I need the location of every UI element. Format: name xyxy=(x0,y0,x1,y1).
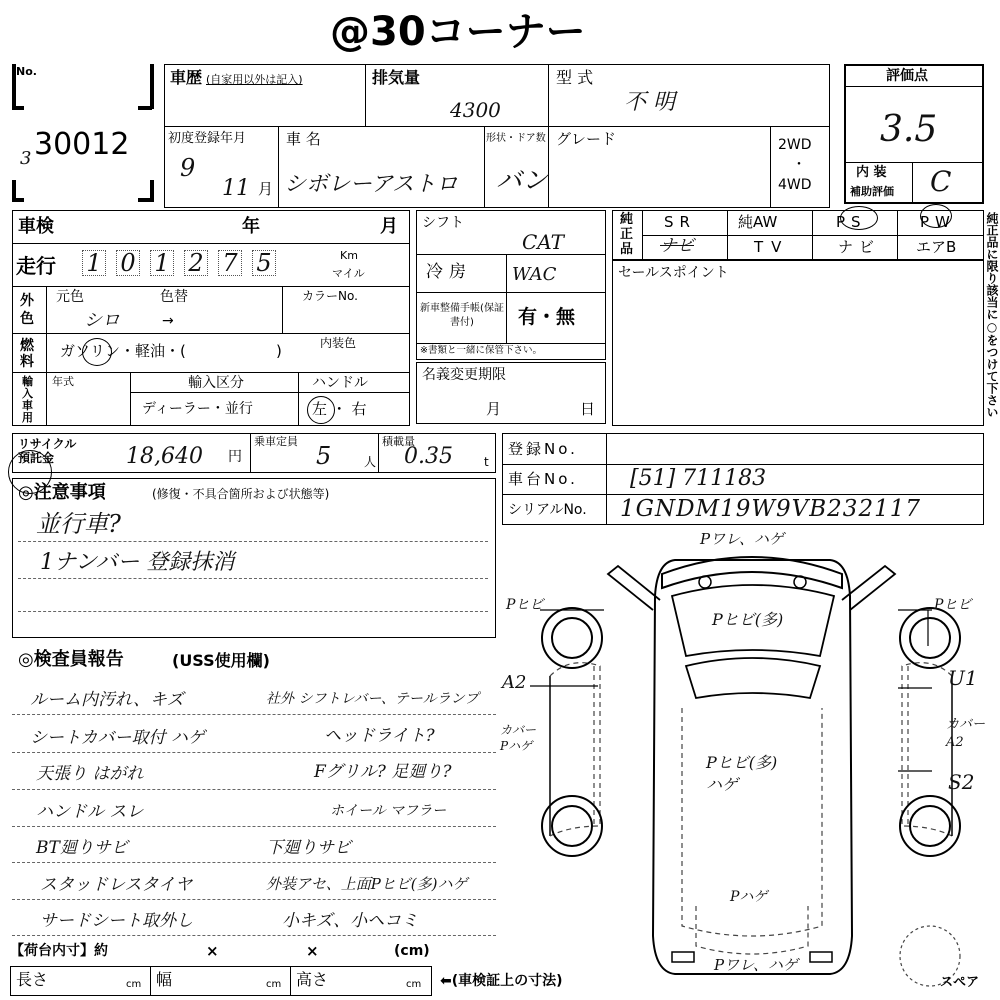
manual-value: 有・無 xyxy=(518,306,576,328)
first-reg-month: 11 xyxy=(222,176,250,201)
recycle-unit: 円 xyxy=(228,449,242,465)
shift-block xyxy=(416,210,606,360)
exterior-arrow: → xyxy=(162,313,174,329)
mileage-label: 走行 xyxy=(16,254,56,278)
diagram-front-note: Pヒビ(多) xyxy=(712,610,784,629)
name-change-label: 名義変更期限 xyxy=(422,367,506,383)
caution-note: (修復・不具合箇所および状態等) xyxy=(152,487,330,501)
option-ps: PS xyxy=(836,213,867,231)
body-type-value: バン xyxy=(496,166,549,196)
cargo-unit: (cm) xyxy=(394,943,430,959)
capacity-value: 5 xyxy=(316,442,332,470)
exterior-label: 外色 xyxy=(20,293,34,327)
option-aw: 純AW xyxy=(738,213,778,231)
drive-2wd: 2WD xyxy=(778,137,812,153)
diagram-right-top-note: Pヒビ xyxy=(934,597,972,613)
diagram-right-s2-note: S2 xyxy=(948,770,975,794)
first-reg-year: 9 xyxy=(180,154,196,182)
interior-label: 内 装 xyxy=(856,165,887,180)
handle-label: ハンドル xyxy=(312,375,368,391)
mileage-digit: 7 xyxy=(218,250,242,276)
option-pw-mark xyxy=(920,204,952,228)
fuel-close: ) xyxy=(276,342,282,360)
mileage-digit: 1 xyxy=(82,250,106,276)
mileage-unit-mile: マイル xyxy=(332,267,365,280)
diagram-center-note: Pヒビ(多) ハゲ xyxy=(706,753,778,794)
chassis-label: 車台No. xyxy=(508,470,578,488)
model-value: 不 明 xyxy=(624,90,675,115)
diagram-rear-note: Pハゲ xyxy=(730,889,768,905)
cargo-width-unit: cm xyxy=(266,979,282,990)
drive-dot: ・ xyxy=(792,157,806,173)
exterior-changed-label: 色替 xyxy=(160,289,188,305)
cargo-width: 幅 xyxy=(156,970,173,989)
diagram-left-top-note: Pヒビ xyxy=(506,597,544,613)
exterior-orig-label: 元色 xyxy=(56,289,84,305)
mileage-digit: 1 xyxy=(150,250,174,276)
fuel-label: 燃料 xyxy=(20,338,34,370)
reg-no-label: 登録No. xyxy=(508,440,578,458)
name-change-day: 日 xyxy=(580,400,596,418)
history-note: (自家用以外は記入) xyxy=(206,73,303,86)
mileage-unit-km: Km xyxy=(340,249,358,262)
fuel-circle xyxy=(82,338,112,366)
ac-label: 冷房 xyxy=(426,262,472,282)
mileage-digit: 2 xyxy=(184,250,208,276)
fuel-value: ガソリン・軽油・( xyxy=(60,342,186,360)
interior-sub: 補助評価 xyxy=(850,185,894,198)
model-label: 型 式 xyxy=(556,68,594,87)
inspector-left-5: BT廻りサビ xyxy=(36,838,128,858)
mileage-digit: 0 xyxy=(116,250,140,276)
inspector-right-4: ホイール マフラー xyxy=(330,803,447,819)
inspector-left-3: 天張り はがれ xyxy=(36,764,144,784)
cargo-height: 高さ xyxy=(296,970,329,989)
color-no-label: カラーNo. xyxy=(302,289,358,303)
mileage-digit: 5 xyxy=(252,250,276,276)
no-label: No. xyxy=(16,65,37,78)
inspector-note: (USS使用欄) xyxy=(172,651,270,670)
first-reg-label: 初度登録年月 xyxy=(168,131,247,146)
option-navi-handwritten: ナビ xyxy=(660,236,694,256)
cargo-label: 【荷台内寸】約 xyxy=(10,943,108,959)
sales-point-label: セールスポイント xyxy=(618,265,729,281)
serial-value: 1GNDM19W9VB232117 xyxy=(620,496,921,522)
inspector-right-7: 小キズ、小ヘコミ xyxy=(282,911,419,931)
car-name-value: シボレーアストロ xyxy=(284,172,459,197)
body-type-label: 形状・ドア数 xyxy=(486,133,546,144)
option-pw: PW xyxy=(920,213,956,231)
cargo-dimensions xyxy=(10,966,432,996)
capacity-label: 乗車定員 xyxy=(254,435,298,448)
first-reg-suffix: 月 xyxy=(258,180,274,198)
manual-label: 新車整備手帳(保証書付) xyxy=(420,303,504,328)
inspector-right-2: ヘッドライト? xyxy=(324,726,435,746)
load-unit: t xyxy=(484,455,489,469)
import-year-label: 年式 xyxy=(52,375,74,388)
diagram-spare-label: スペア xyxy=(940,975,980,990)
diagram-top-note: Pワレ、ハゲ xyxy=(700,530,784,548)
displacement-value: 4300 xyxy=(450,98,501,122)
caution-line-2: 1ナンバー 登録抹消 xyxy=(40,550,235,575)
import-type-value: ディーラー・並行 xyxy=(142,401,253,417)
import-type-label: 輸入区分 xyxy=(188,375,244,391)
inspector-left-4: ハンドル スレ xyxy=(36,802,144,822)
car-name-label: 車 名 xyxy=(286,130,321,148)
inspector-right-6: 外装アセ、上面Pヒビ(多)ハゲ xyxy=(266,875,468,893)
handle-left-circle xyxy=(307,396,335,424)
serial-label: シリアルNo. xyxy=(508,502,587,518)
recycle-value: 18,640 xyxy=(126,444,203,469)
cargo-length-unit: cm xyxy=(126,979,142,990)
handle-value: 左 ・ 右 xyxy=(312,400,367,418)
load-label: 積載量 xyxy=(382,435,415,448)
diagram-bottom-note: Pワレ、ハゲ xyxy=(714,956,798,974)
option-sr: SR xyxy=(664,213,696,231)
manual-note: ※書類と一緒に保管下さい。 xyxy=(420,345,542,356)
rating-label: 評価点 xyxy=(886,68,928,84)
name-change-month: 月 xyxy=(486,400,502,418)
recycle-label: リサイクル預託金 xyxy=(18,437,77,465)
option-navi: ナビ xyxy=(838,238,881,256)
inspector-right-5: 下廻りサビ xyxy=(266,838,351,858)
mileage-digits xyxy=(82,250,276,276)
interior-color-label: 内装色 xyxy=(320,336,357,350)
no-number: 30012 xyxy=(34,127,130,162)
interior-value: C xyxy=(930,165,952,198)
option-airbag: エアB xyxy=(916,238,957,256)
inspection-year: 年 xyxy=(242,216,260,237)
caution-label: ◎注意事項 xyxy=(18,482,106,503)
inspector-left-2: シートカバー取付 ハゲ xyxy=(30,728,205,748)
ac-value: WAC xyxy=(512,264,557,285)
diagram-left-mid-note: カバー Pハゲ xyxy=(500,723,537,753)
cargo-length: 長さ xyxy=(16,970,49,989)
cargo-x2: × xyxy=(306,942,319,960)
diagram-right-u1-note: U1 xyxy=(948,666,978,690)
chassis-value: [51] 711183 xyxy=(630,466,767,491)
drive-4wd: 4WD xyxy=(778,177,812,193)
shift-label: シフト xyxy=(422,215,464,231)
history-label: 車歴 xyxy=(170,68,203,87)
diagram-left-a2-note: A2 xyxy=(502,672,527,693)
inspection-month: 月 xyxy=(380,216,398,237)
inspector-right-3: Fグリル? 足廻り? xyxy=(314,762,452,782)
inspector-left-1: ルーム内汚れ、キズ xyxy=(30,690,184,710)
import-label: 輸入車用 xyxy=(22,375,33,424)
diagram-right-mid-note: カバー A2 xyxy=(946,717,986,750)
option-tv: TV xyxy=(754,238,790,256)
rating-value: 3.5 xyxy=(880,109,938,150)
option-ps-mark xyxy=(840,206,878,230)
shift-value: CAT xyxy=(522,230,564,254)
caution-line-1: 並行車? xyxy=(36,510,121,538)
inspection-label: 車検 xyxy=(18,216,54,237)
cargo-height-unit: cm xyxy=(406,979,422,990)
cargo-arrow-note: ⬅(車検証上の寸法) xyxy=(440,973,563,989)
inspector-left-6: スタッドレスタイヤ xyxy=(40,875,193,895)
load-value: 0.35 xyxy=(404,444,453,469)
cargo-x1: × xyxy=(206,942,219,960)
inspector-right-1: 社外 シフトレバー、テールランプ xyxy=(266,691,479,707)
inspector-left-7: サードシート取外し xyxy=(40,911,193,931)
exterior-value: シロ xyxy=(84,310,120,331)
capacity-unit: 人 xyxy=(364,455,377,469)
page-title: @30コーナー xyxy=(330,9,586,55)
inspector-label: ◎検査員報告 xyxy=(18,649,124,670)
grade-label: グレード xyxy=(556,130,617,148)
displacement-label: 排気量 xyxy=(372,68,421,87)
no-prefix: 3 xyxy=(20,148,32,169)
options-side-note: 純正品に限り該当に○をつけて下さい xyxy=(985,212,999,418)
options-side-label: 純正品 xyxy=(620,212,634,257)
sales-point-block xyxy=(612,260,984,426)
